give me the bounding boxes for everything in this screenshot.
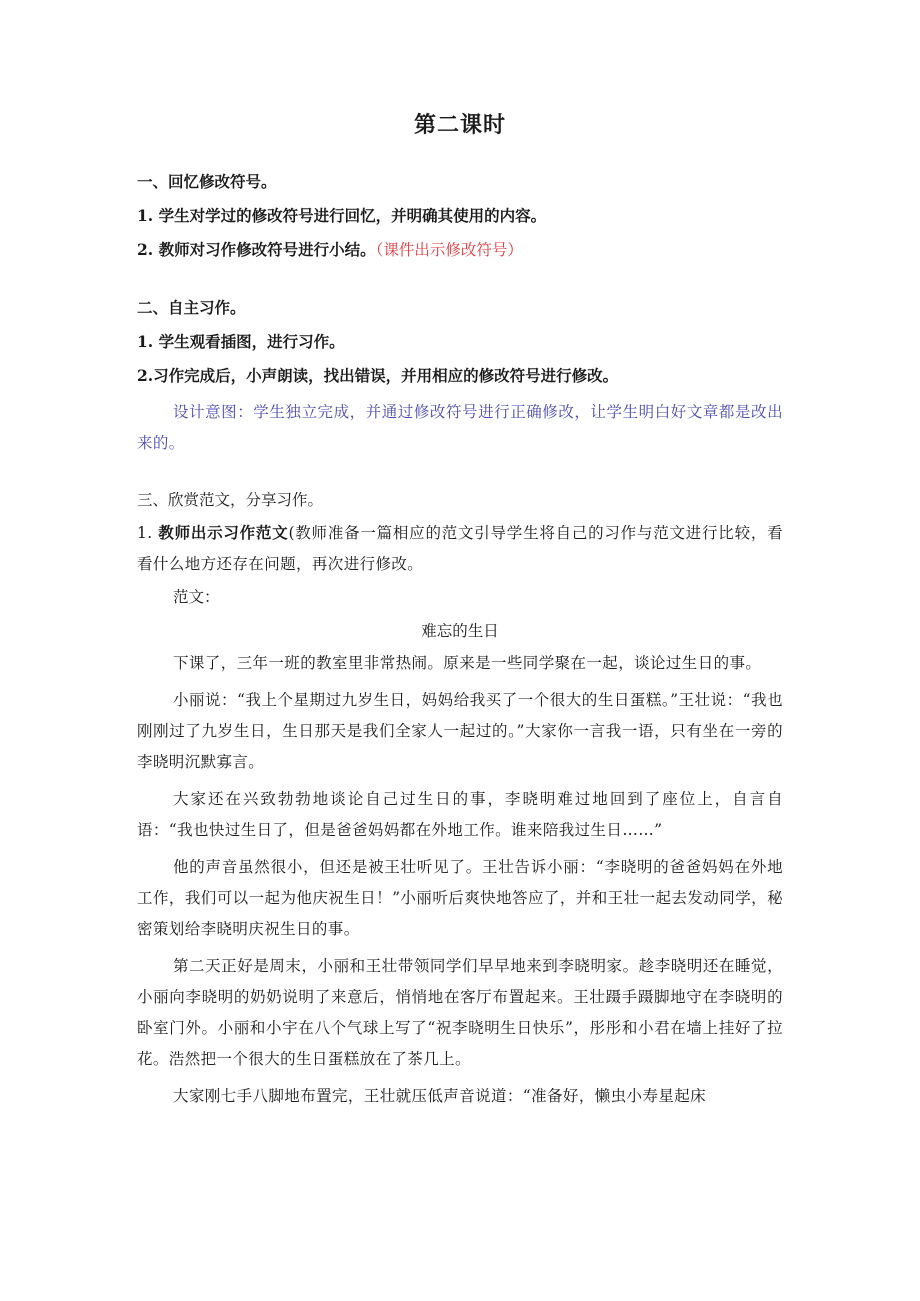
section1-item2 <box>137 233 783 267</box>
section3-item1-rest: (教师准备一篇相应的范文引导学生将自己的习作与范文进行比较，看看什么地方还存在问题，再次进行修改。 <box>137 524 784 573</box>
essay-paragraph-2: 小丽说：“我上个星期过九岁生日，妈妈给我买了一个很大的生日蛋糕。”王壮说：“我也刚刚过了九岁生日，生日那天是我们全家人一起过的。”大家你一言我一语，只有坐在一旁的李晓明沉默寡言。 <box>137 691 783 771</box>
essay-paragraph-3: 大家还在兴致勃勃地谈论自己过生日的事，李晓明难过地回到了座位上，自言自语：“我也快过生日了，但是爸爸妈妈都在外地工作。谁来陪我过生日……” <box>137 790 783 839</box>
section3-item1 <box>137 517 783 580</box>
section2-item1: 1. 学生观看插图，进行习作。 <box>137 332 345 351</box>
document-page <box>137 100 783 1112</box>
page-title: 第二课时 <box>413 112 506 138</box>
section3-item1-bold: 教师出示习作范文 <box>158 523 289 542</box>
section2-heading: 二、自主习作。 <box>137 298 246 317</box>
sample-label: 范文： <box>173 588 220 606</box>
essay-title: 难忘的生日 <box>421 622 499 640</box>
section3-heading: 三、欣赏范文，分享习作。 <box>137 491 324 509</box>
section3-item1-prefix: 1. <box>137 524 159 542</box>
essay-paragraph-6: 大家刚七手八脚地布置完，王壮就压低声音说道：“准备好，懒虫小寿星起床 <box>173 1087 707 1105</box>
section1-heading: 一、回忆修改符号。 <box>137 172 277 191</box>
courseware-note: （课件出示修改符号） <box>375 241 523 259</box>
essay-paragraph-5: 第二天正好是周末，小丽和王壮带领同学们早早地来到李晓明家。趁李晓明还在睡觉，小丽向李晓明的奶奶说明了来意后，悄悄地在客厅布置起来。王壮蹑手蹑脚地守在李晓明的卧室门外。小丽和小宇在八个气球上写了“祝李晓明生日快乐”，彤彤和小君在墙上挂好了拉花。浩然把一个很大的生日蛋糕放在了茶几上。 <box>137 957 783 1068</box>
design-intent: 设计意图：学生独立完成，并通过修改符号进行正确修改，让学生明白好文章都是改出来的。 <box>137 403 783 452</box>
section2-item2: 2.习作完成后，小声朗读，找出错误，并用相应的修改符号进行修改。 <box>137 366 619 385</box>
section1-item2-text: 2. 教师对习作修改符号进行小结。 <box>137 240 376 259</box>
essay-paragraph-4: 他的声音虽然很小，但还是被王壮听见了。王壮告诉小丽：“李晓明的爸爸妈妈在外地工作，我们可以一起为他庆祝生日！”小丽听后爽快地答应了，并和王壮一起去发动同学，秘密策划给李晓明庆祝生日的事。 <box>137 858 783 938</box>
section1-item1: 1. 学生对学过的修改符号进行回忆，并明确其使用的内容。 <box>137 206 547 225</box>
essay-paragraph-1: 下课了，三年一班的教室里非常热闹。原来是一些同学聚在一起，谈论过生日的事。 <box>173 654 762 672</box>
